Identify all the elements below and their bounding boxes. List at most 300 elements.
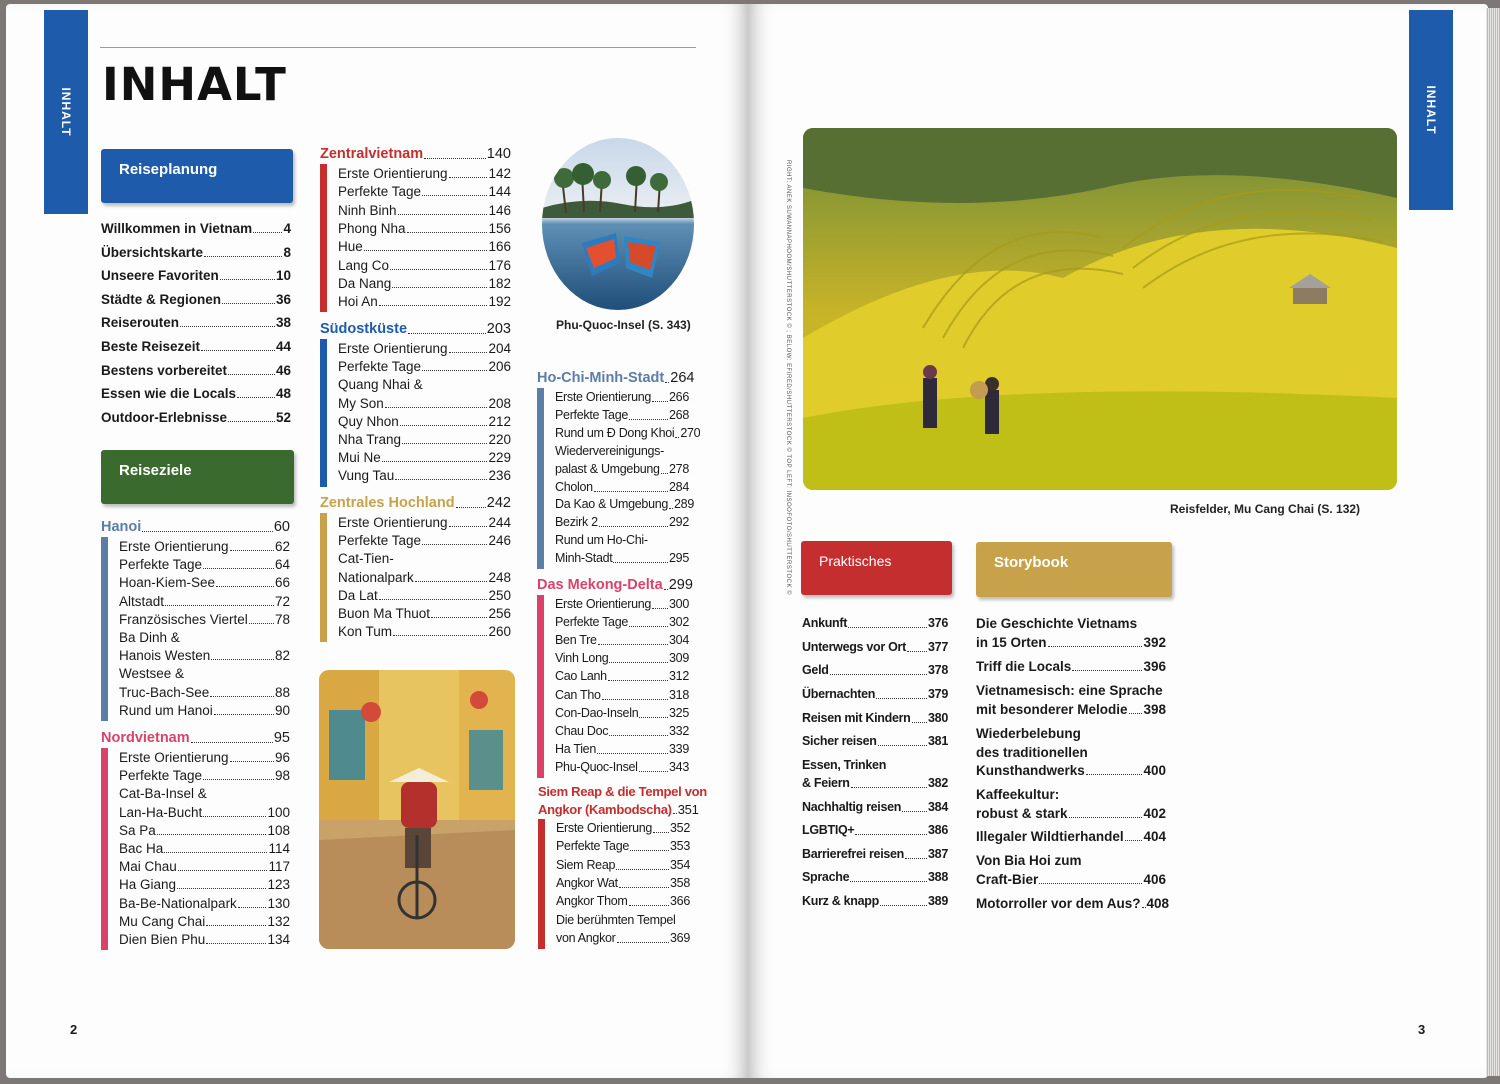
leader-dots (609, 735, 668, 736)
leader-dots (609, 662, 668, 663)
toc-entry-page: 88 (274, 684, 290, 700)
praktisches-item (802, 711, 948, 726)
toc-entry-label: Erste Orientierung (119, 750, 229, 765)
section-color-bar (537, 388, 544, 569)
leader-dots (1048, 646, 1143, 647)
toc-entry-page: 250 (488, 587, 511, 603)
leader-dots (206, 925, 266, 926)
storybook-item (976, 702, 1166, 717)
toc-row (119, 685, 290, 700)
toc-entry-page: 90 (274, 702, 290, 718)
leader-dots (669, 508, 673, 509)
toc-entry-label: Ha Giang (119, 877, 177, 893)
leader-dots (431, 617, 487, 618)
toc-entry-label: Lang Co (338, 257, 390, 273)
toc-entry-page: 123 (267, 877, 290, 893)
toc-entry-label: Hue (338, 239, 363, 255)
reiseziele-heading: Reiseziele (101, 450, 294, 504)
leader-dots (157, 834, 267, 835)
toc-entry-label: Essen wie die Locals (101, 386, 237, 402)
side-tab-left: INHALT (44, 10, 88, 214)
reiseplanung-item (101, 363, 291, 378)
toc-entry-page: 392 (1143, 635, 1166, 650)
toc-row (338, 239, 511, 254)
praktisches-item (802, 800, 948, 815)
section-color-bar (320, 339, 327, 487)
leader-dots (1069, 817, 1143, 818)
toc-entry-label: Bezirk 2 (555, 515, 598, 530)
toc-entry-label: Kon Tum (338, 624, 393, 640)
leader-dots (228, 421, 275, 422)
toc-entry-label: Kaffeekultur: (976, 787, 1060, 802)
toc-row (555, 651, 689, 666)
toc-row (338, 294, 511, 309)
toc-entry-label: Willkommen in Vietnam (101, 221, 253, 236)
toc-entry-page: 8 (283, 244, 291, 260)
toc-entry-label: Städte & Regionen (101, 291, 222, 307)
toc-entry-label: Französisches Viertel (119, 611, 248, 627)
leader-dots (203, 568, 274, 569)
toc-entry-label: Vietnamesisch: eine Sprache (976, 683, 1163, 698)
toc-entry-page: 325 (669, 705, 689, 720)
toc-row (119, 539, 290, 554)
section-color-bar (320, 164, 327, 312)
leader-dots (629, 905, 670, 906)
leader-dots (912, 722, 928, 723)
toc-entry-label: Wiedervereinigungs- (555, 443, 664, 458)
toc-row (555, 688, 689, 703)
section-title-text: Hanoi (101, 519, 142, 535)
storybook-item (976, 745, 1166, 760)
toc-entry-label: Quy Nhon (338, 413, 399, 429)
toc-row (338, 166, 511, 181)
toc-entry-label: Mu Cang Chai (119, 913, 206, 929)
toc-entry-page: 378 (928, 663, 948, 677)
toc-entry-page: 134 (267, 932, 290, 947)
leader-dots (364, 250, 488, 251)
leader-dots (449, 177, 488, 178)
toc-entry-page: 358 (670, 875, 690, 890)
toc-entry-label: Mai Chau (119, 859, 177, 875)
toc-entry-label: Erste Orientierung (338, 166, 448, 181)
toc-row (555, 515, 689, 530)
praktisches-item (802, 640, 948, 655)
toc-row (119, 823, 290, 838)
leader-dots (1129, 713, 1143, 714)
reiseplanung-item (101, 221, 291, 236)
leader-dots (1072, 670, 1142, 671)
section-title (320, 322, 511, 337)
side-tab-right: INHALT (1409, 10, 1453, 210)
storybook-item (976, 829, 1166, 844)
rice-field-photo (803, 128, 1397, 490)
reiseplanung-item (101, 268, 291, 283)
toc-entry-page: 46 (275, 362, 291, 378)
toc-entry-label: Angkor Thom (556, 894, 628, 909)
leader-dots (382, 461, 488, 462)
toc-entry-label: Rund um Đ Dong Khoi (555, 425, 675, 440)
toc-entry-label: Mui Ne (338, 450, 381, 466)
toc-entry-label: Perfekte Tage (555, 615, 629, 630)
reiseplanung-item (101, 386, 291, 401)
toc-entry-label: Reiserouten (101, 315, 180, 331)
section-page: 264 (670, 370, 695, 386)
leader-dots (848, 627, 927, 628)
toc-row (555, 462, 689, 477)
leader-dots (230, 550, 274, 551)
toc-row (119, 805, 290, 820)
leader-dots (629, 626, 668, 627)
toc-entry-label: Erste Orientierung (555, 390, 652, 404)
section-title (537, 370, 695, 386)
leader-dots (228, 374, 275, 375)
toc-entry-label: My Son (338, 395, 384, 411)
leader-dots (639, 717, 668, 718)
toc-entry-label: von Angkor (556, 930, 616, 945)
section-page: 242 (486, 495, 511, 511)
leader-dots (424, 158, 486, 159)
leader-dots (177, 888, 266, 889)
leader-dots (408, 333, 486, 334)
section-color-bar (101, 537, 108, 721)
toc-entry-page: 98 (274, 768, 290, 784)
toc-entry-page: 339 (669, 741, 689, 756)
toc-entry-page: 4 (283, 221, 291, 236)
section-title (101, 520, 290, 535)
toc-row (338, 551, 511, 566)
toc-entry-page: 266 (669, 390, 689, 404)
toc-entry-page: 244 (488, 515, 511, 530)
section-title-text: Südostküste (320, 321, 408, 337)
storybook-item (976, 787, 1166, 802)
toc-row (338, 203, 511, 218)
toc-entry-label: Perfekte Tage (338, 359, 422, 375)
toc-row (119, 612, 290, 627)
toc-entry-page: 353 (670, 839, 690, 854)
toc-entry-label: robust & stark (976, 806, 1068, 821)
toc-entry-page: 117 (268, 859, 290, 875)
section-title-text: Nordvietnam (101, 730, 190, 746)
leader-dots (855, 834, 927, 835)
toc-row (119, 896, 290, 911)
toc-entry-page: 377 (928, 640, 948, 654)
praktisches-item (802, 870, 948, 885)
toc-row (338, 221, 511, 236)
toc-entry-page: 295 (669, 551, 689, 566)
toc-entry-label: Geld (802, 663, 829, 677)
leader-dots (249, 623, 274, 624)
toc-row (555, 444, 689, 459)
toc-row (555, 480, 689, 495)
toc-entry-label: Nha Trang (338, 432, 402, 447)
toc-row (338, 624, 511, 639)
toc-row (119, 666, 290, 681)
toc-entry-page: 381 (928, 734, 948, 748)
toc-entry-page: 236 (488, 468, 511, 484)
toc-row (556, 858, 690, 873)
toc-entry-page: 144 (488, 184, 511, 200)
leader-dots (211, 659, 274, 660)
top-rule (100, 47, 696, 48)
toc-row (119, 594, 290, 609)
leader-dots (878, 745, 927, 746)
toc-row (119, 841, 290, 856)
leader-dots (449, 352, 488, 353)
leader-dots (398, 214, 488, 215)
praktisches-item (802, 776, 948, 791)
toc-row (119, 932, 290, 947)
leader-dots (165, 605, 274, 606)
toc-entry-page: 278 (669, 461, 689, 476)
toc-entry-page: 398 (1143, 702, 1166, 717)
toc-row (119, 557, 290, 572)
leader-dots (237, 397, 275, 398)
toc-row (119, 703, 290, 718)
toc-entry-label: Ha Tien (555, 741, 596, 756)
toc-entry-label: Motorroller vor dem Aus? (976, 896, 1141, 911)
toc-entry-page: 36 (275, 291, 291, 307)
leader-dots (613, 562, 668, 563)
leader-dots (597, 753, 668, 754)
storybook-item (976, 806, 1166, 821)
toc-entry-label: Minh-Stadt (555, 551, 613, 566)
toc-entry-page: 284 (669, 479, 689, 494)
leader-dots (449, 526, 488, 527)
toc-entry-label: Sa Pa (119, 822, 156, 838)
storybook-item (976, 853, 1166, 868)
toc-entry-label: Perfekte Tage (338, 184, 422, 200)
section-page: 95 (273, 730, 290, 746)
toc-entry-label: Kurz & knapp (802, 894, 879, 908)
toc-entry-page: 64 (274, 557, 290, 573)
toc-entry-label: Sprache (802, 870, 850, 884)
toc-entry-label: Chau Doc (555, 723, 609, 738)
leader-dots (379, 305, 488, 306)
toc-row (555, 706, 689, 721)
toc-entry-label: & Feiern (802, 776, 850, 790)
leader-dots (191, 742, 273, 743)
toc-entry-label: Da Lat (338, 587, 378, 603)
toc-entry-page: 380 (928, 711, 948, 725)
toc-entry-label: Übernachten (802, 687, 876, 701)
praktisches-item (802, 847, 948, 862)
toc-row (555, 533, 689, 548)
leader-dots (238, 907, 267, 908)
leader-dots (661, 473, 668, 474)
toc-row (119, 630, 290, 645)
toc-row (556, 839, 690, 854)
leader-dots (598, 644, 668, 645)
leader-dots (422, 544, 487, 545)
storybook-item (976, 872, 1166, 887)
toc-entry-label: palast & Umgebung (555, 461, 660, 476)
toc-row (338, 533, 511, 548)
storybook-item (976, 659, 1166, 674)
section-title (537, 577, 693, 593)
section-title-line-2 (538, 802, 699, 817)
leader-dots (905, 858, 927, 859)
toc-entry-label: Lan-Ha-Bucht (119, 804, 203, 820)
toc-entry-label: Quang Nhai & (338, 377, 423, 393)
toc-entry-label: Altstadt (119, 593, 165, 609)
toc-entry-page: 312 (669, 669, 689, 684)
leader-dots (850, 881, 927, 882)
storybook-item (976, 635, 1166, 650)
toc-row (338, 276, 511, 291)
reiseplanung-item (101, 315, 291, 330)
section-title-text: Ho-Chi-Minh-Stadt (537, 370, 665, 386)
storybook-item (976, 616, 1166, 631)
leader-dots (602, 699, 668, 700)
toc-entry-page: 332 (669, 723, 689, 738)
toc-row (119, 575, 290, 590)
toc-entry-page: 309 (669, 651, 689, 666)
rice-field-caption: Reisfelder, Mu Cang Chai (S. 132) (1170, 502, 1361, 516)
toc-row (555, 669, 689, 684)
section-title-text: Zentralvietnam (320, 146, 424, 162)
toc-entry-label: Unseere Favoriten (101, 268, 219, 284)
toc-entry-page: 400 (1143, 763, 1166, 778)
page-number-right: 3 (1418, 1022, 1426, 1037)
toc-entry-label: Wiederbelebung (976, 726, 1081, 741)
section-title (320, 147, 511, 162)
leader-dots (652, 401, 668, 402)
toc-entry-label: Unterwegs vor Ort (802, 640, 906, 654)
toc-entry-page: 130 (267, 895, 290, 911)
toc-entry-page: 318 (669, 687, 689, 702)
toc-entry-label: Perfekte Tage (555, 407, 629, 422)
toc-entry-label: Sicher reisen (802, 734, 877, 748)
toc-row (338, 184, 511, 199)
toc-entry-page: 78 (274, 611, 290, 627)
toc-entry-page: 142 (488, 166, 511, 181)
toc-row (555, 597, 689, 612)
toc-row (119, 859, 290, 874)
toc-entry-label: Nachhaltig reisen (802, 800, 902, 814)
toc-entry-label: Da Nang (338, 275, 392, 291)
toc-entry-label: Essen, Trinken (802, 758, 887, 772)
section-title-line-1: Siem Reap & die Tempel von (538, 784, 707, 799)
toc-entry-page: 229 (488, 450, 511, 466)
praktisches-item (802, 663, 948, 678)
toc-row (338, 341, 511, 356)
leader-dots (1086, 774, 1143, 775)
toc-row (556, 931, 690, 946)
toc-entry-page: 82 (274, 648, 290, 664)
leader-dots (422, 195, 487, 196)
toc-row (338, 588, 511, 603)
toc-entry-label: LGBTIQ+ (802, 823, 855, 837)
toc-entry-label: Westsee & (119, 666, 185, 682)
leader-dots (619, 887, 669, 888)
toc-entry-label: Erste Orientierung (119, 539, 229, 554)
leader-dots (673, 813, 677, 814)
section-page: 299 (668, 577, 693, 593)
toc-entry-page: 376 (928, 616, 948, 630)
toc-entry-page: 132 (267, 913, 290, 929)
leader-dots (653, 832, 669, 833)
toc-entry-label: Con-Dao-Inseln (555, 705, 639, 720)
toc-entry-page: 166 (488, 239, 511, 255)
storybook-heading: Storybook (976, 542, 1172, 597)
toc-row (555, 742, 689, 757)
toc-row (555, 390, 689, 405)
toc-row (119, 648, 290, 663)
toc-entry-label: Dien Bien Phu (119, 932, 206, 947)
toc-row (555, 615, 689, 630)
toc-entry-page: 44 (275, 339, 291, 354)
toc-entry-page: 260 (488, 624, 511, 640)
leader-dots (203, 816, 266, 817)
toc-entry-label: Ba Dinh & (119, 630, 180, 645)
toc-entry-page: 402 (1143, 806, 1166, 821)
toc-entry-page: 96 (274, 750, 290, 765)
leader-dots (178, 870, 268, 871)
toc-entry-page: 268 (669, 407, 689, 422)
toc-entry-label: mit besonderer Melodie (976, 702, 1128, 717)
leader-dots (206, 943, 266, 944)
toc-entry-label: Vinh Long (555, 651, 609, 666)
toc-entry-label: Erste Orientierung (555, 597, 652, 611)
leader-dots (1039, 883, 1142, 884)
reiseplanung-item (101, 410, 291, 425)
toc-entry-label: Truc-Bach-See (119, 684, 210, 700)
section-color-bar (537, 595, 544, 778)
section-page: 351 (677, 802, 699, 817)
toc-entry-page: 114 (268, 841, 290, 856)
photo-credit: RIGHT: ANEK SUWANNAPHOOM/SHUTTERSTOCK © ; BELOW: EFIRED/SHUTTERSTOCK © TOP LEFT: INSOOFOTO/SHUTTERSTOCK © (785, 160, 791, 596)
toc-entry-page: 396 (1143, 659, 1166, 674)
toc-row (119, 768, 290, 783)
toc-entry-label: Beste Reisezeit (101, 339, 201, 354)
toc-entry-page: 156 (488, 220, 511, 236)
leader-dots (253, 232, 282, 233)
leader-dots (876, 698, 927, 699)
toc-entry-label: Bestens vorbereitet (101, 362, 228, 378)
toc-entry-label: Hoi An (338, 294, 378, 310)
storybook-item (976, 683, 1166, 698)
leader-dots (222, 303, 275, 304)
leader-dots (617, 942, 669, 943)
toc-entry-page: 387 (928, 847, 948, 861)
toc-entry-page: 182 (488, 275, 511, 291)
leader-dots (902, 811, 927, 812)
leader-dots (608, 680, 668, 681)
leader-dots (390, 269, 487, 270)
toc-entry-page: 384 (928, 800, 948, 814)
toc-entry-label: Ben Tre (555, 633, 597, 648)
toc-entry-label: Ankunft (802, 616, 848, 630)
leader-dots (379, 599, 488, 600)
toc-entry-label: Kunsthandwerks (976, 763, 1085, 778)
leader-dots (164, 852, 267, 853)
leader-dots (393, 635, 487, 636)
toc-row (556, 876, 690, 891)
storybook-item (976, 896, 1170, 911)
toc-entry-page: 248 (488, 569, 511, 585)
boats-illustration (542, 138, 694, 310)
leader-dots (180, 326, 275, 327)
toc-entry-page: 304 (669, 633, 689, 648)
toc-entry-page: 208 (488, 395, 511, 411)
toc-entry-label: Triff die Locals (976, 659, 1072, 674)
toc-entry-label: Cholon (555, 479, 593, 494)
leader-dots (142, 531, 273, 532)
toc-entry-page: 386 (928, 823, 948, 837)
toc-row (338, 414, 511, 429)
toc-entry-label: Da Kao & Umgebung (555, 497, 669, 512)
toc-entry-label: Illegaler Wildtierhandel (976, 829, 1124, 844)
